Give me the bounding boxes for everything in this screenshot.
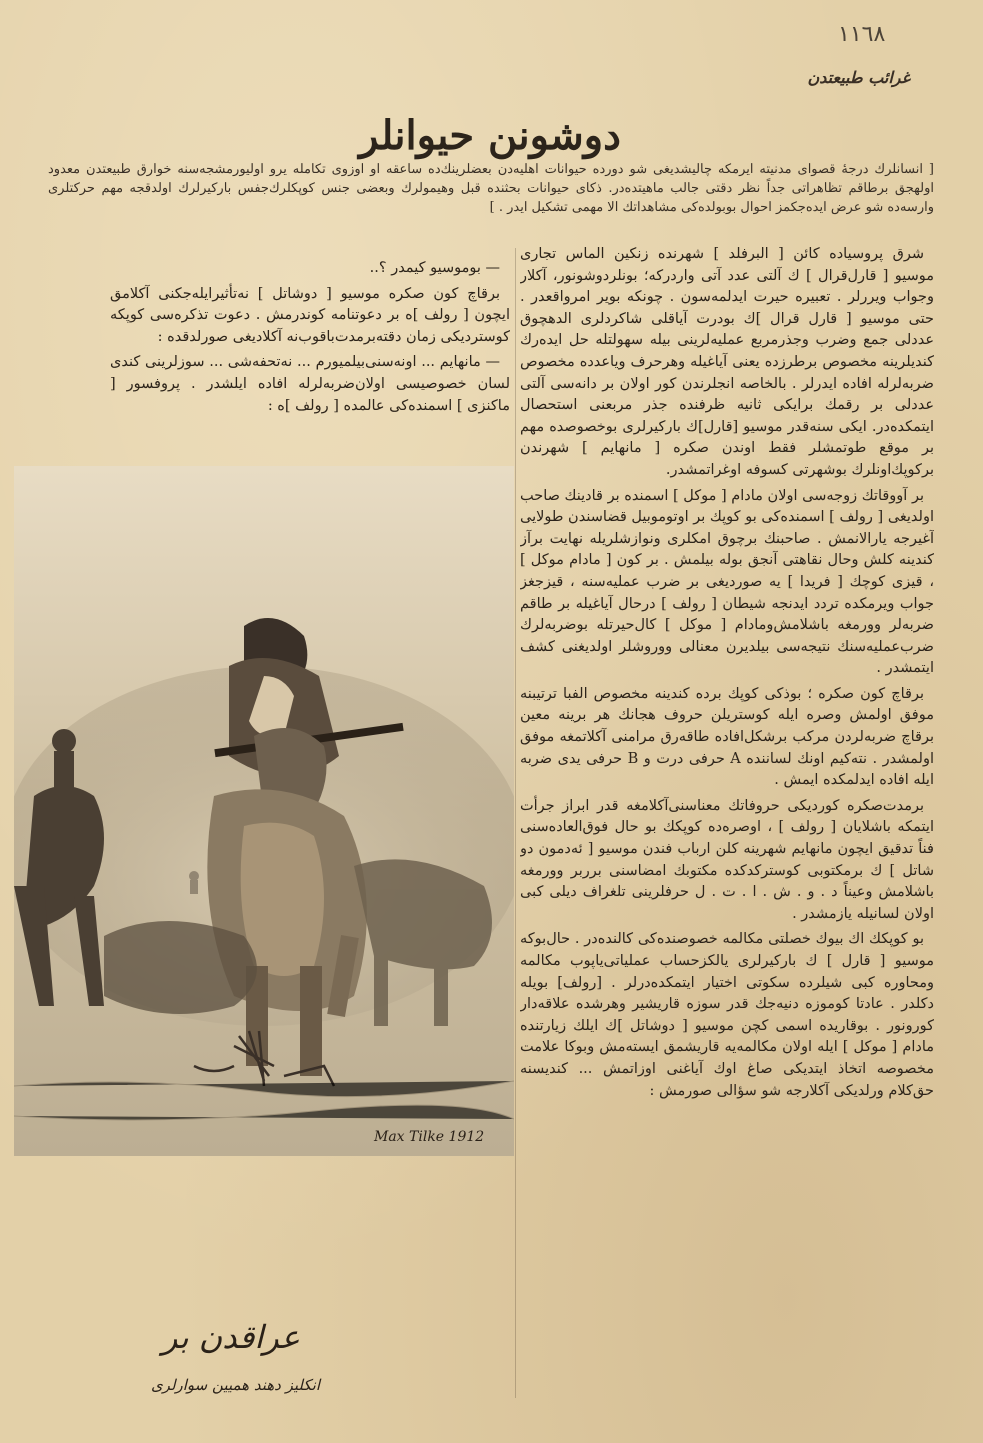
paragraph: بو كوپكك اك بیوك خصلتی مكالمه خصوصنده‌كی كالنده‌در . حال‌بوكه موسیو [ قارل ] ك باركیرلری یالكزحساب عملیاتی‌یاپوب مكالمه ومحاوره كبی شیلرده سكوتی اختیار ایتمكده‌درلر . [رولف] بویله دكلدر . عادتا كوموزه دنیه‌جك قدر سوزه قاریشیر وهرشده علاقه‌دار كورونور . بوقاریده اسمی كچن موسیو [ دوشاتل ]ك ایلك زیارتنده مادام [ موكل ] ایله اولان مكالمه‌یه قاریشمق ایسته‌مش وبوكا علامت مخصوصه اتخاذ ایتدیكی صاغ اوك آیاغنی اوزاتمش ... كندیسنه حق‌كلام ورلدیكی آكلارجه شو سؤالی صورمش :	[520, 931, 934, 1099]
illustration-caption-subtitle: انكلیز دهند همیین سوارلری	[150, 1376, 320, 1394]
illustration-drawing	[14, 466, 514, 1156]
right-column	[520, 244, 934, 1394]
paragraph: — مانهایم ... اونه‌سنی‌بیلمیورم ... نه‌تحفه‌شی ... سوزلرینی كندی لسان خصوصیسی اولان‌ضربه‌لرله افاده ایلشدر . پروفسور [ ماكنزی ] اسمنده‌كی عالمده [ رولف ]ه :	[110, 354, 510, 414]
paragraph: — بوموسیو كیمدر ؟..	[369, 260, 500, 276]
fallen-camel	[104, 921, 257, 1014]
article-intro: [ انسانلرك درجهٔ قصوای مدنیته ایرمكه چالیشدیغی شو دورده حیوانات اهلیه‌دن بعضلرینك‌ده ساعقه او اوزوی تكامله یرو اولیورمشجه‌سنه خوارق طبیعتدن معدود اولهجق برطاقم تظاهراتی جداً نظر دقتی جالب ماهیتده‌در. ذكای حیوانات بحثنده قبل وهیمولرك وبعضی جنس كوپكلرك‌جفس باركیرلرك اولدقجه مهم حركتلری وارسه‌ده شو عرض ایده‌جكمز احوال بوبولده‌كی مشاهداتك الا مهمی تشكیل ایدر . ]	[48, 162, 934, 215]
section-header: غرائب طبيعتدن	[807, 68, 910, 87]
artist-signature: Max Tilke 1912	[374, 1129, 485, 1145]
paragraph: برمدت‌صكره كوردیكی حروفاتك معناسنی‌آكلامغه قدر ابراز جرأت ایتمكه باشلایان [ رولف ] ، اوصره‌ده كوپكك بو حال فوق‌العاده‌سنی فناً تدقیق ایچون مانهایم شهرینه كلن ارباب فندن موسیو [ ئه‌دمون دو شاتل ] ك برمكتوبی كوستركدكده مكتوبك امضاسنی برربر وورمغه باشلامش وعیناً د . و . ش . ا . ت . ل حرفلرینی تلغراف دیلی كبی اولان لسانیله یازمشدر .	[520, 797, 934, 922]
paragraph: برقاچ كون صكره موسیو [ دوشاتل ] نه‌تأثیرایله‌جكنی آكلامق ایچون [ رولف ]ه بر دعوتنامه كوندرمش . دعوت تذكره‌سی كوپكه كوستردیكی زمان دقته‌برمدت‌باقوب‌نه آكلادیغی صورلدقده :	[110, 285, 510, 345]
paragraph: شرق پروسیاده كائن [ البرفلد ] شهرنده زنكین الماس تجاری موسیو [ قارل‌قرال ] ك آلتی عدد آتی واردركه؛ بونلردوشونور، آكلار وجواب ویررلر . تعبیره حیرت ایدلمه‌سون . چونكه بویر امرواقعدر . حتی موسیو [ قارل قرال ]ك بودرت آیاقلی شاكردلری الدهچوق عددلی جمع وضرب وجذرمربع عملیه‌لرینی بیله سهولتله حل ایده‌رك كندیلرینه مخصوص برطرزده یعنی آیاغیله وهرحرف ویاعدده مخصوص ضربه‌لرله افاده ایدرلر . بالخاصه انجلرندن كور اولان بر دانه‌سی آلتی عددلی بر رقمك برایكی ثانیه ظرفنده جذر مربعنی استحصال ایتمكده‌در. ایكی سنه‌قدر موسیو [قارل]ك باركیرلری بوخصوصده مهم بر موقع طوتمشلر فقط اوندن صكره [ مانهایم ] شهرندن بركوپك‌اونلرك بوشهرتی كسوفه اوغراتمشدر.	[520, 246, 934, 478]
paragraph: برقاچ كون صكره ؛ بوذكی كوپك برده كندینه مخصوص الفبا ترتیبنه موفق اولمش وصره ایله كوستریلن حروف هجانك هر برینه معین برقاچ ضربه‌لردن مركب برشكل‌افاده طاقه‌رق مرامنی آكلاتمغه موفق اولمشدر . نته‌كیم اونك لساننده A حرفی درت و B حرفی یدی ضربه ایله افاده ایدلمكده ایمش .	[520, 685, 934, 789]
left-column-top	[110, 258, 510, 468]
page-number: ١١٦٨	[838, 22, 886, 47]
column-divider	[515, 248, 516, 1398]
article-title: دوشونن حیوانلر	[359, 112, 621, 159]
camel-riders-illustration	[14, 466, 514, 1156]
paragraph: بر آووقاتك زوجه‌سی اولان مادام [ موكل ] اسمنده بر قادینك صاحب اولدیغی [ رولف ] اسمنده‌كی بو كوپك بر اوتوموبیل قضاسندن طولایی آغیرجه یارالانمش . صاحبنك برچوق امكلری ونوازشلریله نهایت برآز كندینه كلش وحال نقاهتی آنجق بوله بیلمش . بر كون [ مادام موكل ] ، قیزی كوچك [ فریدا ] یه صوردیغی بر ضرب عملیه‌سنه ، قیزجغز جواب ویرمكده تردد ایدنجه شیطان [ رولف ] درحال آیاغیله بر طاقم ضربه‌لر وورمغه باشلامش‌ومادام [ موكل ] كال‌حیرتله بوضربه‌لرك ضرب‌عملیه‌سنك نتیجه‌سی بیلدیرن معنالی ووروشلر اولدیغنی كشف ایتمشدر .	[520, 487, 934, 677]
illustration-caption-title: عراقدن بر	[162, 1318, 300, 1356]
